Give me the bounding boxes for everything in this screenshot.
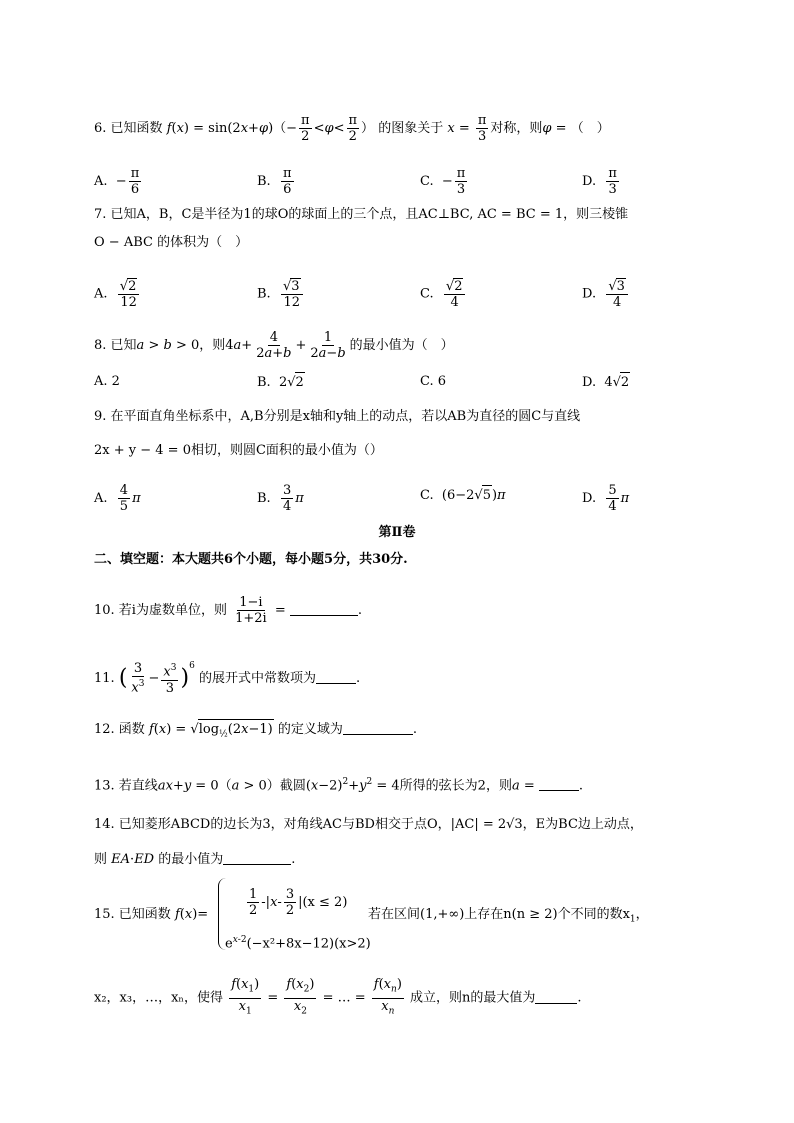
q15-case-2: $e^{x-2}(-x^2+8x-12)(x>2)$ [225, 935, 371, 952]
q8-option-a: A. 2 [94, 374, 120, 389]
q12-stem: 12. 函数 $f(x) = √\log_{\frac{1}{2}}(2x-1)$ 的定义域为 . [94, 719, 417, 745]
q14-answer-blank[interactable] [223, 850, 291, 865]
q10-stem: 10. 若i为虚数单位，则 $\frac{1-i}{1+2i}$ = . [94, 595, 363, 626]
q7-option-b: B. $\frac{√3}{12}$ [257, 278, 305, 310]
q11-answer-blank[interactable] [316, 669, 356, 684]
q6-stem: 6. 已知函数 f(x) = sin(2x+φ)（− $\frac{\pi}{2}$ <φ< $\frac{\pi}{2}$ ） 的图象关于 x = $\frac{\pi}{3}$ 对称，则φ = （ ） [94, 113, 610, 144]
q15-case-1: $\frac{1}{2}$ -|x- $\frac{3}{2}$ |(x ≤ 2) [249, 887, 348, 918]
q13-stem: 13. 若直线ax+y = 0（a > 0）截圆$(x-2)^2+y^2 = 4$所得的弦长为2，则a = . [94, 777, 584, 794]
q12-answer-blank[interactable] [343, 720, 413, 735]
q13-answer-blank[interactable] [539, 776, 579, 791]
q15-stem-prefix: 15. 已知函数 f(x)= [94, 907, 209, 922]
q9-stem-line2: 2x + y − 4 = 0相切，则圆C面积的最小值为（） [94, 443, 383, 458]
q9-option-a: A. $\frac{4}{5}$ π [94, 483, 141, 514]
section-title: 第Ⅱ卷 [378, 525, 416, 540]
q15-stem-mid: 若在区间(1,+∞)上存在n(n ≥ 2)个不同的数$x_1$， [368, 907, 649, 925]
q9-option-c: C. (6−2√5)π [420, 485, 506, 506]
q15-stem-line2: x₂，x₃，…，xₙ，使得 $\frac{f(x_1)}{x_1}$ = $\frac{f(x_2)}{x_2}$ = … = $\frac{f(x_n)}{x_n}$ 成立，则n的最大值为 . [94, 977, 582, 1017]
q14-stem-line2: 则 EA·ED 的最小值为 . [94, 852, 296, 867]
q9-option-b: B. $\frac{3}{4}$ π [257, 483, 304, 514]
q6-option-b: B. $\frac{\pi}{6}$ [257, 166, 292, 197]
q9-option-d: D. $\frac{5}{4}$ π [582, 483, 630, 514]
q7-stem-line1: 7. 已知A，B，C是半径为1的球O的球面上的三个点，且AC⊥BC, AC = BC = 1，则三棱锥 [94, 207, 629, 222]
q8-option-d: D. 4√2 [582, 372, 630, 393]
q7-option-c: C. $\frac{√2}{4}$ [420, 278, 467, 310]
q7-option-a: A. $\frac{√2}{12}$ [94, 278, 141, 310]
q7-option-d: D. $\frac{√3}{4}$ [582, 278, 630, 310]
q8-option-b: B. 2√2 [257, 372, 305, 393]
q14-stem-line1: 14. 已知菱形ABCD的边长为3，对角线AC与BD相交于点O，|AC| = 2√3，E为BC边上动点， [94, 817, 643, 832]
q6-option-a: A. − $\frac{\pi}{6}$ [94, 166, 140, 197]
fill-in-heading: 二、填空题：本大题共6个小题，每小题5分，共30分. [94, 552, 408, 567]
q6-option-c: C. − $\frac{\pi}{3}$ [420, 166, 466, 197]
q11-stem: 11. ( $\frac{3}{x^3}$ − $\frac{x^3}{3}$ )$^6$ 的展开式中常数项为 . [94, 661, 361, 696]
q6-option-d: D. $\frac{\pi}{3}$ [582, 166, 617, 197]
q8-stem: 8. 已知a > b > 0，则4a+ $\frac{4}{2a+b}$ + $\frac{1}{2a-b}$ 的最小值为（ ） [94, 330, 454, 361]
q10-answer-blank[interactable] [290, 601, 358, 616]
q15-answer-blank[interactable] [535, 989, 577, 1004]
q9-stem-line1: 9. 在平面直角坐标系中，A,B分别是x轴和y轴上的动点，若以AB为直径的圆C与直线 [94, 409, 581, 424]
q8-option-c: C. 6 [420, 374, 447, 389]
q7-stem-line2: O − ABC 的体积为（ ） [94, 235, 249, 250]
